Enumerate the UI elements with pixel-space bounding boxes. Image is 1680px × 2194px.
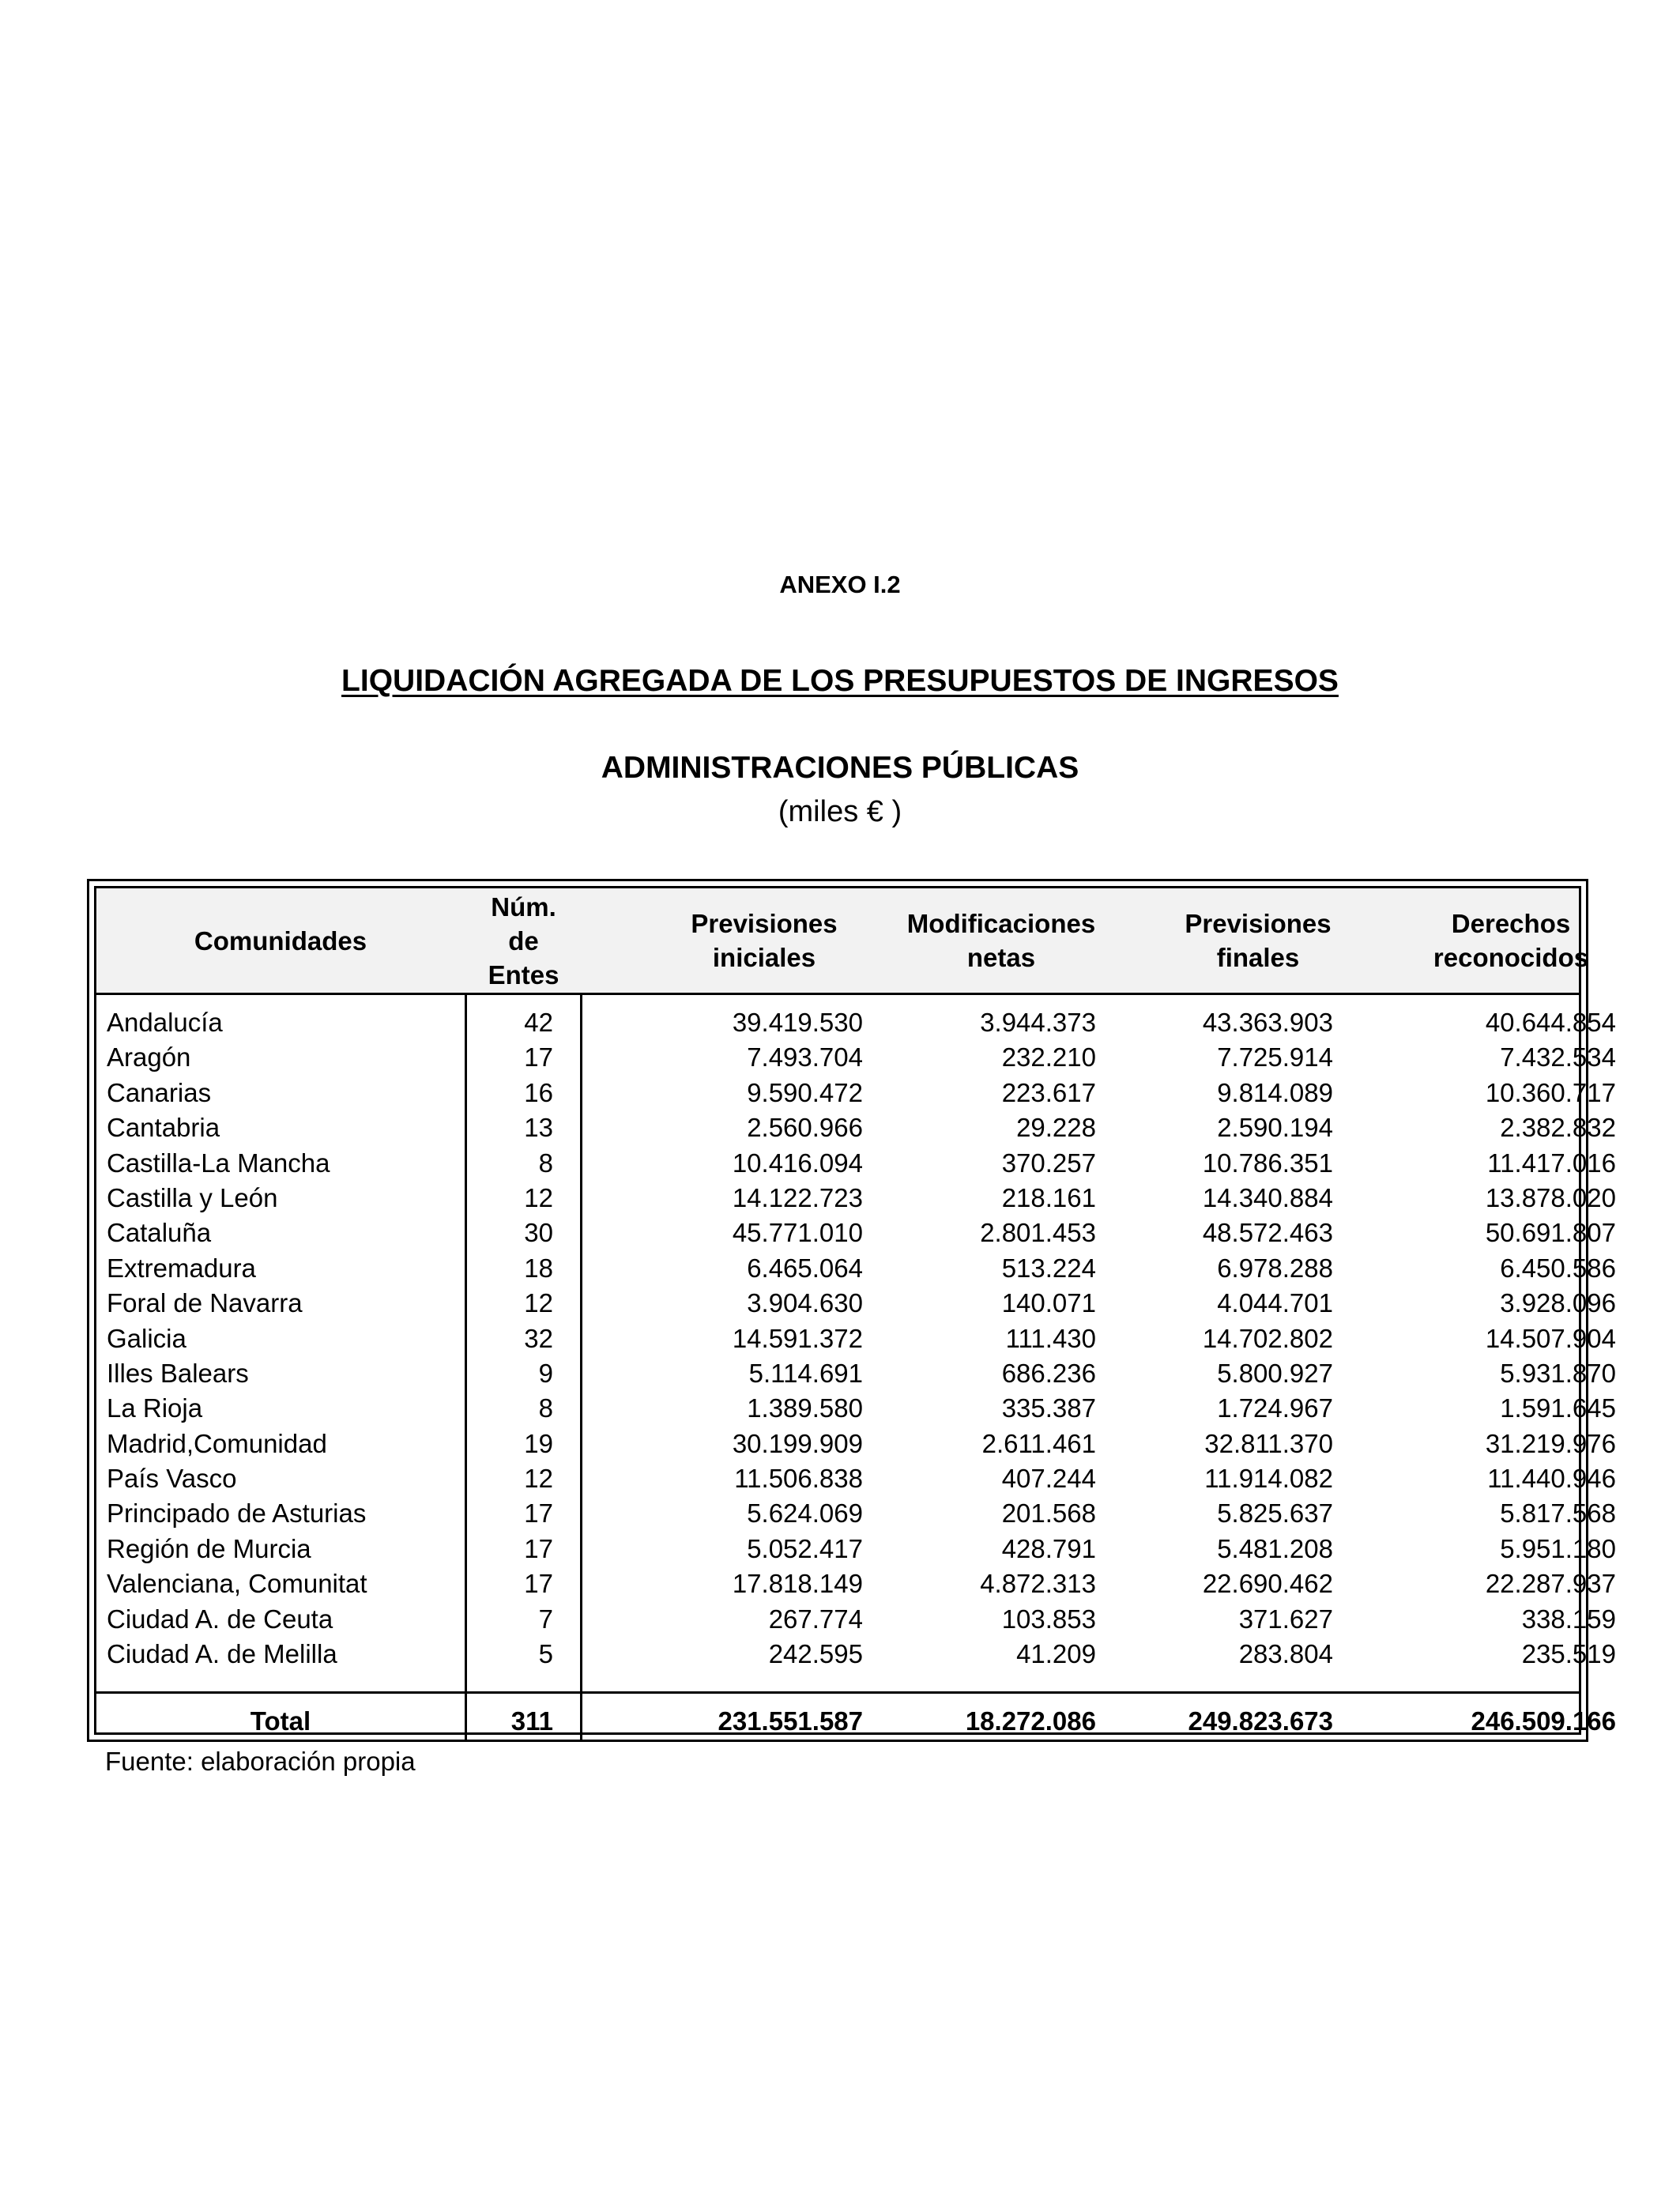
cell-num-entes: 12 xyxy=(524,1182,553,1212)
cell-previsiones-iniciales: 17.818.149 xyxy=(732,1569,863,1599)
cell-comunidad: Cantabria xyxy=(107,1113,220,1143)
table-row xyxy=(96,1321,1616,1356)
cell-modificaciones-netas: 407.244 xyxy=(1001,1464,1096,1494)
table-row xyxy=(96,1356,1616,1391)
cell-previsiones-iniciales: 7.493.704 xyxy=(747,1042,863,1072)
cell-derechos-reconocidos: 1.591.645 xyxy=(1500,1393,1616,1423)
cell-previsiones-finales: 32.811.370 xyxy=(1204,1428,1333,1458)
cell-num-entes: 17 xyxy=(524,1498,553,1529)
cell-previsiones-finales: 5.800.927 xyxy=(1217,1358,1333,1388)
cell-derechos-reconocidos: 235.519 xyxy=(1521,1639,1616,1669)
total-label: Total xyxy=(250,1706,311,1736)
cell-previsiones-iniciales: 242.595 xyxy=(768,1639,863,1669)
header-num-entes-line-2: de xyxy=(508,925,539,956)
cell-num-entes: 42 xyxy=(524,1008,553,1037)
document-title: LIQUIDACIÓN AGREGADA DE LOS PRESUPUESTOS DE INGRESOS xyxy=(341,664,1339,698)
cell-num-entes: 12 xyxy=(524,1464,553,1494)
cell-derechos-reconocidos: 10.360.717 xyxy=(1485,1077,1616,1107)
cell-previsiones-finales: 14.340.884 xyxy=(1202,1182,1333,1212)
cell-previsiones-finales: 43.363.903 xyxy=(1202,1008,1333,1037)
annex-label: ANEXO I.2 xyxy=(779,571,901,598)
header-modificaciones-netas-line-2: netas xyxy=(966,943,1036,972)
cell-previsiones-iniciales: 2.560.966 xyxy=(747,1113,863,1143)
cell-previsiones-iniciales: 3.904.630 xyxy=(747,1288,863,1318)
document-subtitle: ADMINISTRACIONES PÚBLICAS xyxy=(601,751,1079,785)
source-note: Fuente: elaboración propia xyxy=(105,1747,416,1776)
cell-previsiones-finales: 11.914.082 xyxy=(1204,1464,1333,1494)
cell-previsiones-iniciales: 9.590.472 xyxy=(747,1077,863,1107)
cell-modificaciones-netas: 4.872.313 xyxy=(980,1569,1096,1599)
cell-previsiones-iniciales: 14.122.723 xyxy=(732,1182,863,1212)
cell-derechos-reconocidos: 3.928.096 xyxy=(1500,1288,1616,1318)
cell-previsiones-finales: 7.725.914 xyxy=(1217,1042,1333,1072)
cell-derechos-reconocidos: 13.878.020 xyxy=(1485,1182,1616,1212)
cell-derechos-reconocidos: 22.287.937 xyxy=(1485,1569,1616,1599)
cell-modificaciones-netas: 111.430 xyxy=(1005,1323,1096,1353)
cell-previsiones-iniciales: 30.199.909 xyxy=(732,1428,863,1458)
units-label: (miles € ) xyxy=(778,795,902,828)
cell-previsiones-iniciales: 14.591.372 xyxy=(732,1323,863,1353)
cell-derechos-reconocidos: 31.219.976 xyxy=(1485,1428,1616,1458)
cell-comunidad: País Vasco xyxy=(107,1464,237,1494)
cell-derechos-reconocidos: 5.951.180 xyxy=(1500,1533,1616,1563)
cell-previsiones-iniciales: 6.465.064 xyxy=(747,1253,863,1283)
cell-comunidad: Foral de Navarra xyxy=(107,1288,303,1318)
total-previsiones-finales: 249.823.673 xyxy=(1188,1706,1333,1736)
header-num-entes-line-1: Núm. xyxy=(491,892,556,922)
header-modificaciones-netas xyxy=(871,888,1132,993)
header-num-entes-line-3: Entes xyxy=(488,959,559,990)
cell-derechos-reconocidos: 6.450.586 xyxy=(1500,1253,1616,1283)
cell-num-entes: 30 xyxy=(524,1218,553,1248)
cell-derechos-reconocidos: 5.931.870 xyxy=(1500,1358,1616,1388)
cell-comunidad: Ciudad A. de Ceuta xyxy=(107,1604,333,1634)
cell-comunidad: La Rioja xyxy=(107,1393,203,1423)
table-row xyxy=(96,1005,1616,1040)
header-derechos-reconocidos-line-2: reconocidos xyxy=(1433,943,1589,972)
header-comunidades-label: Comunidades xyxy=(194,925,367,956)
cell-previsiones-finales: 1.724.967 xyxy=(1217,1393,1333,1423)
cell-num-entes: 17 xyxy=(524,1042,553,1072)
cell-previsiones-finales: 2.590.194 xyxy=(1217,1113,1333,1143)
total-modificaciones-netas: 18.272.086 xyxy=(965,1706,1096,1736)
cell-comunidad: Aragón xyxy=(107,1042,191,1072)
table-row xyxy=(96,1076,1616,1110)
cell-derechos-reconocidos: 11.417.016 xyxy=(1487,1148,1616,1178)
table-row xyxy=(96,1566,1616,1601)
table-row xyxy=(96,1286,1616,1321)
cell-derechos-reconocidos: 11.440.946 xyxy=(1487,1464,1616,1494)
cell-modificaciones-netas: 140.071 xyxy=(1001,1288,1096,1318)
cell-previsiones-finales: 283.804 xyxy=(1238,1639,1333,1669)
cell-modificaciones-netas: 223.617 xyxy=(1001,1077,1096,1107)
cell-modificaciones-netas: 3.944.373 xyxy=(980,1008,1096,1037)
cell-previsiones-finales: 4.044.701 xyxy=(1217,1288,1333,1318)
table-header-row xyxy=(96,888,1589,995)
total-separator xyxy=(96,1691,1579,1694)
income-budget-table xyxy=(87,879,1616,1742)
cell-previsiones-iniciales: 39.419.530 xyxy=(732,1008,863,1037)
total-derechos-reconocidos: 246.509.166 xyxy=(1471,1706,1616,1736)
cell-num-entes: 17 xyxy=(524,1569,553,1599)
cell-comunidad: Galicia xyxy=(107,1323,186,1353)
table-row xyxy=(96,1216,1616,1250)
header-previsiones-iniciales-line-2: iniciales xyxy=(712,943,816,972)
cell-modificaciones-netas: 201.568 xyxy=(1001,1498,1096,1529)
table-row xyxy=(96,1251,1616,1286)
cell-num-entes: 16 xyxy=(524,1077,553,1107)
cell-comunidad: Valenciana, Comunitat xyxy=(107,1569,367,1599)
cell-derechos-reconocidos: 338.159 xyxy=(1521,1604,1616,1634)
cell-num-entes: 7 xyxy=(538,1604,553,1634)
cell-modificaciones-netas: 103.853 xyxy=(1001,1604,1096,1634)
cell-comunidad: Madrid,Comunidad xyxy=(107,1428,327,1458)
cell-comunidad: Illes Balears xyxy=(107,1358,249,1388)
total-previsiones-iniciales: 231.551.587 xyxy=(718,1706,863,1736)
cell-comunidad: Canarias xyxy=(107,1077,212,1107)
cell-previsiones-iniciales: 45.771.010 xyxy=(732,1218,863,1248)
cell-modificaciones-netas: 41.209 xyxy=(1016,1639,1096,1669)
cell-modificaciones-netas: 686.236 xyxy=(1001,1358,1096,1388)
cell-num-entes: 19 xyxy=(524,1428,553,1458)
cell-previsiones-finales: 9.814.089 xyxy=(1217,1077,1333,1107)
cell-num-entes: 8 xyxy=(538,1393,553,1423)
cell-previsiones-finales: 10.786.351 xyxy=(1202,1148,1333,1178)
cell-num-entes: 12 xyxy=(524,1288,553,1318)
cell-comunidad: Extremadura xyxy=(107,1253,256,1283)
cell-comunidad: Cataluña xyxy=(107,1218,212,1248)
cell-num-entes: 5 xyxy=(538,1639,553,1669)
cell-modificaciones-netas: 2.801.453 xyxy=(980,1218,1096,1248)
cell-num-entes: 32 xyxy=(524,1323,553,1353)
cell-previsiones-iniciales: 5.114.691 xyxy=(748,1358,863,1388)
table-row xyxy=(96,1427,1616,1461)
cell-derechos-reconocidos: 7.432.534 xyxy=(1500,1042,1616,1072)
cell-previsiones-iniciales: 1.389.580 xyxy=(747,1393,863,1423)
header-previsiones-finales-line-2: finales xyxy=(1216,943,1300,972)
header-previsiones-iniciales xyxy=(634,888,895,993)
cell-modificaciones-netas: 335.387 xyxy=(1001,1393,1096,1423)
table-row xyxy=(96,1496,1616,1531)
table-row xyxy=(96,1181,1616,1216)
cell-modificaciones-netas: 232.210 xyxy=(1001,1042,1096,1072)
table-inner-border xyxy=(94,886,1616,1736)
table-row xyxy=(96,1532,1616,1566)
table-total-row xyxy=(96,1704,1616,1739)
header-comunidades xyxy=(96,888,465,993)
cell-derechos-reconocidos: 2.382.832 xyxy=(1500,1113,1616,1143)
cell-modificaciones-netas: 513.224 xyxy=(1001,1253,1096,1283)
table-row xyxy=(96,1146,1616,1181)
table-row xyxy=(96,1637,1616,1672)
cell-comunidad: Ciudad A. de Melilla xyxy=(107,1639,337,1669)
table-row xyxy=(96,1602,1616,1637)
cell-comunidad: Castilla y León xyxy=(107,1182,278,1212)
cell-previsiones-finales: 371.627 xyxy=(1238,1604,1333,1634)
cell-modificaciones-netas: 370.257 xyxy=(1001,1148,1096,1178)
header-previsiones-finales xyxy=(1139,888,1377,993)
cell-comunidad: Principado de Asturias xyxy=(107,1498,367,1529)
cell-previsiones-iniciales: 5.052.417 xyxy=(747,1533,863,1563)
header-derechos-reconocidos xyxy=(1392,888,1629,993)
table-body xyxy=(96,1005,1616,1672)
cell-derechos-reconocidos: 40.644.854 xyxy=(1485,1008,1616,1037)
cell-num-entes: 17 xyxy=(524,1533,553,1563)
table-row xyxy=(96,1110,1616,1145)
cell-num-entes: 9 xyxy=(538,1358,553,1388)
cell-previsiones-finales: 22.690.462 xyxy=(1202,1569,1333,1599)
cell-modificaciones-netas: 218.161 xyxy=(1001,1182,1096,1212)
cell-previsiones-finales: 5.481.208 xyxy=(1217,1533,1333,1563)
cell-num-entes: 13 xyxy=(524,1113,553,1143)
header-modificaciones-netas-line-1: Modificaciones xyxy=(906,909,1096,938)
cell-derechos-reconocidos: 5.817.568 xyxy=(1500,1498,1616,1529)
header-previsiones-finales-line-1: Previsiones xyxy=(1185,909,1332,938)
cell-previsiones-finales: 5.825.637 xyxy=(1217,1498,1333,1529)
header-previsiones-iniciales-line-1: Previsiones xyxy=(691,909,838,938)
cell-previsiones-iniciales: 267.774 xyxy=(768,1604,863,1634)
cell-modificaciones-netas: 428.791 xyxy=(1001,1533,1096,1563)
cell-derechos-reconocidos: 50.691.807 xyxy=(1485,1218,1616,1248)
cell-previsiones-finales: 6.978.288 xyxy=(1217,1253,1333,1283)
table-row xyxy=(96,1461,1616,1496)
cell-comunidad: Castilla-La Mancha xyxy=(107,1148,330,1178)
cell-num-entes: 18 xyxy=(524,1253,553,1283)
cell-previsiones-iniciales: 10.416.094 xyxy=(732,1148,863,1178)
cell-previsiones-iniciales: 5.624.069 xyxy=(747,1498,863,1529)
table-row xyxy=(96,1391,1616,1426)
cell-previsiones-finales: 48.572.463 xyxy=(1202,1218,1333,1248)
table-row xyxy=(96,1040,1616,1075)
cell-comunidad: Región de Murcia xyxy=(107,1533,311,1563)
header-derechos-reconocidos-line-1: Derechos xyxy=(1451,909,1571,938)
cell-modificaciones-netas: 2.611.461 xyxy=(981,1428,1096,1458)
cell-previsiones-iniciales: 11.506.838 xyxy=(734,1464,863,1494)
cell-derechos-reconocidos: 14.507.904 xyxy=(1485,1323,1616,1353)
cell-modificaciones-netas: 29.228 xyxy=(1016,1113,1096,1143)
cell-comunidad: Andalucía xyxy=(107,1008,223,1037)
cell-num-entes: 8 xyxy=(538,1148,553,1178)
cell-previsiones-finales: 14.702.802 xyxy=(1202,1323,1333,1353)
header-num-entes xyxy=(467,888,580,993)
total-entes: 311 xyxy=(510,1706,553,1736)
